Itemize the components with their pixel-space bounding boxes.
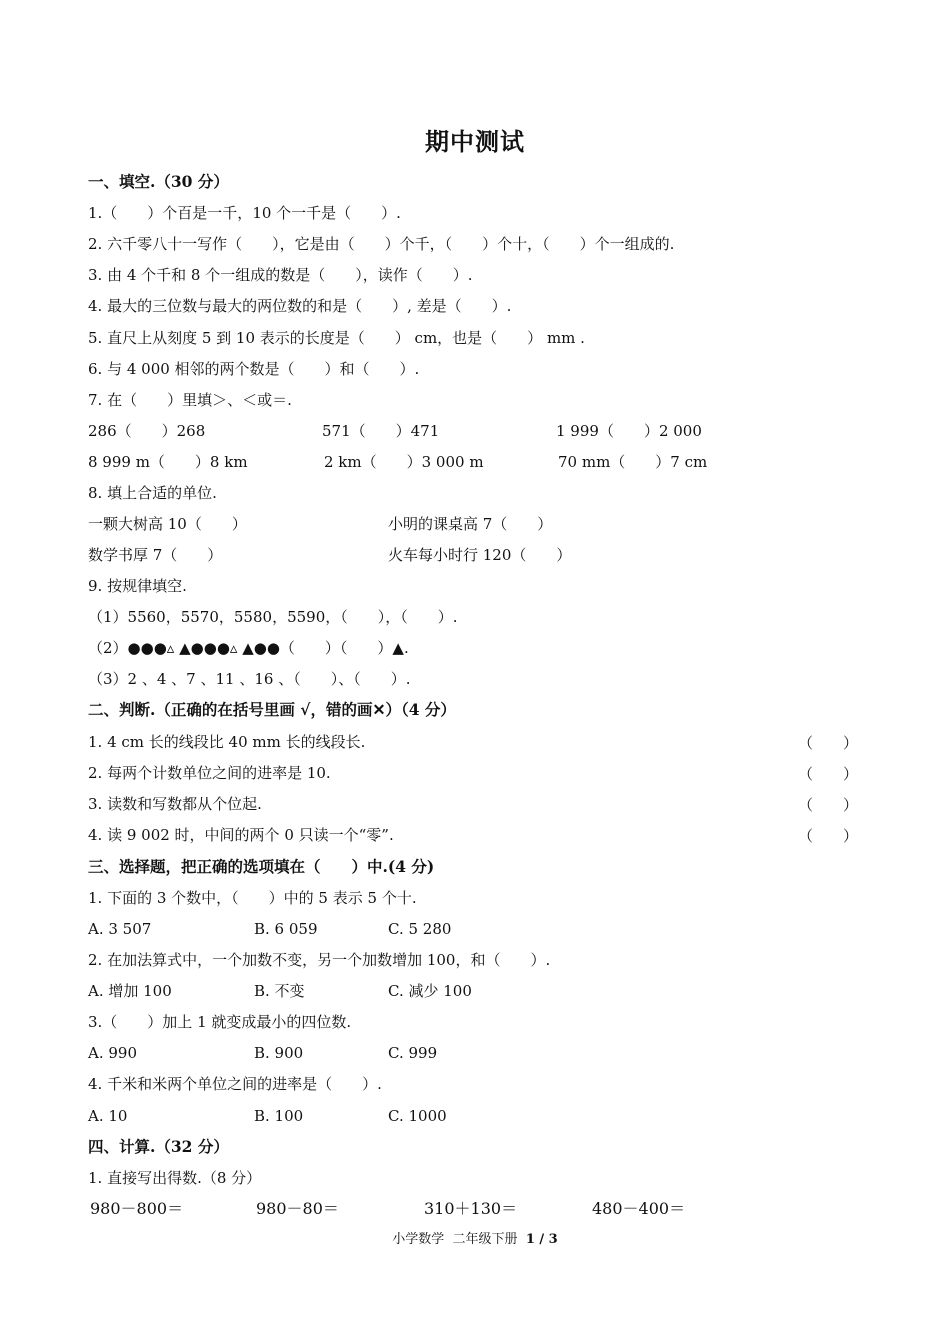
section1-heading: 一、填空.（30 分） bbox=[88, 172, 229, 191]
judge-item: 4. 读 9 002 时，中间的两个 0 只读一个“零”. bbox=[88, 826, 394, 844]
compare-item: 2 km（ ）3 000 m bbox=[324, 453, 484, 471]
judge-item: 1. 4 cm 长的线段比 40 mm 长的线段长. bbox=[88, 733, 366, 751]
compare-item: 8 999 m（ ）8 km bbox=[88, 453, 248, 471]
option-b: B. 900 bbox=[254, 1044, 304, 1062]
section4-heading: 四、计算.（32 分） bbox=[88, 1137, 229, 1156]
option-b: B. 6 059 bbox=[254, 920, 318, 938]
page-title: 期中测试 bbox=[425, 127, 525, 156]
compare-item: 70 mm（ ）7 cm bbox=[558, 453, 708, 471]
option-c: C. 1000 bbox=[388, 1107, 447, 1125]
question-1-1: 1.（ ）个百是一千，10 个一千是（ ）. bbox=[88, 204, 401, 222]
choice-question-3: 3.（ ）加上 1 就变成最小的四位数. bbox=[88, 1013, 352, 1031]
calc-item: 310＋130＝ bbox=[424, 1199, 518, 1218]
option-a: A. 990 bbox=[88, 1044, 137, 1062]
option-a: A. 10 bbox=[88, 1107, 128, 1125]
answer-bracket: （ ） bbox=[798, 734, 859, 752]
compare-item: 286（ ）268 bbox=[88, 422, 206, 440]
compare-item: 1 999（ ）2 000 bbox=[556, 422, 702, 440]
pattern-3: （3）2 、4 、7 、11 、16 、（ ）、（ ）. bbox=[88, 670, 411, 688]
question-1-4: 4. 最大的三位数与最大的两位数的和是（ ）, 差是（ ）. bbox=[88, 297, 512, 315]
unit-item: 火车每小时行 120（ ） bbox=[388, 546, 572, 564]
question-1-9: 9. 按规律填空. bbox=[88, 577, 187, 595]
question-1-2: 2. 六千零八十一写作（ ），它是由（ ）个千，（ ）个十，（ ）个一组成的. bbox=[88, 235, 675, 253]
section3-heading: 三、选择题，把正确的选项填在（ ）中.(4 分) bbox=[88, 857, 435, 876]
page-number: 1 / 3 bbox=[525, 1232, 558, 1247]
answer-bracket: （ ） bbox=[798, 765, 859, 783]
footer-text: 小学数学 二年级下册 bbox=[392, 1232, 526, 1247]
pattern-1: （1）5560，5570，5580，5590，（ ），（ ）. bbox=[88, 608, 458, 626]
pattern-2: （2）●●●▵ ▲●●●▵ ▲●●（ ）（ ）▲. bbox=[88, 639, 409, 657]
question-1-5: 5. 直尺上从刻度 5 到 10 表示的长度是（ ） cm，也是（ ） mm . bbox=[88, 329, 585, 347]
unit-item: 一颗大树高 10（ ） bbox=[88, 515, 247, 533]
option-b: B. 不变 bbox=[254, 982, 305, 1000]
page-footer bbox=[0, 1228, 950, 1247]
unit-item: 小明的课桌高 7（ ） bbox=[388, 515, 553, 533]
option-a: A. 3 507 bbox=[88, 920, 152, 938]
choice-question-1: 1. 下面的 3 个数中，（ ）中的 5 表示 5 个十. bbox=[88, 889, 417, 907]
choice-question-2: 2. 在加法算式中，一个加数不变，另一个加数增加 100，和（ ）. bbox=[88, 951, 551, 969]
choice-question-4: 4. 千米和米两个单位之间的进率是（ ）. bbox=[88, 1075, 382, 1093]
option-c: C. 减少 100 bbox=[388, 982, 472, 1000]
question-1-3: 3. 由 4 个千和 8 个一组成的数是（ ），读作（ ）. bbox=[88, 266, 473, 284]
option-c: C. 5 280 bbox=[388, 920, 452, 938]
answer-bracket: （ ） bbox=[798, 796, 859, 814]
calc-item: 980－80＝ bbox=[256, 1199, 339, 1218]
section2-heading: 二、判断.（正确的在括号里画 √，错的画✕）（4 分） bbox=[88, 700, 456, 719]
calc-item: 480－400＝ bbox=[592, 1199, 686, 1218]
unit-item: 数学书厚 7（ ） bbox=[88, 546, 223, 564]
calc-item: 980－800＝ bbox=[90, 1199, 184, 1218]
calc-question-1: 1. 直接写出得数.（8 分） bbox=[88, 1169, 262, 1187]
compare-item: 571（ ）471 bbox=[322, 422, 440, 440]
question-1-8: 8. 填上合适的单位. bbox=[88, 484, 217, 502]
judge-item: 2. 每两个计数单位之间的进率是 10. bbox=[88, 764, 331, 782]
question-1-7: 7. 在（ ）里填＞、＜或＝. bbox=[88, 391, 292, 409]
option-a: A. 增加 100 bbox=[88, 982, 172, 1000]
option-b: B. 100 bbox=[254, 1107, 304, 1125]
option-c: C. 999 bbox=[388, 1044, 438, 1062]
question-1-6: 6. 与 4 000 相邻的两个数是（ ）和（ ）. bbox=[88, 360, 420, 378]
judge-item: 3. 读数和写数都从个位起. bbox=[88, 795, 262, 813]
answer-bracket: （ ） bbox=[798, 827, 859, 845]
